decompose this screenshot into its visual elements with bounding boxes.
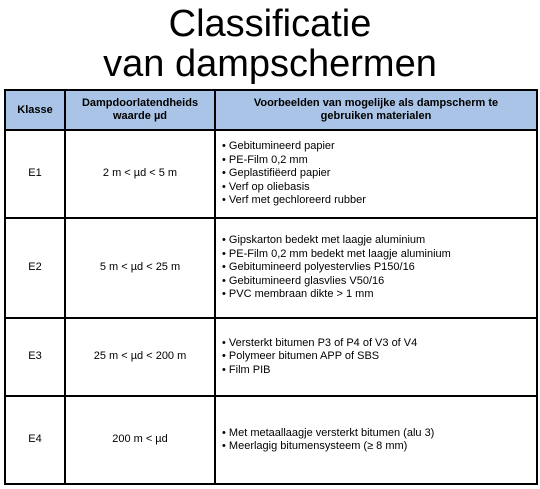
waarde-cell: 25 m < µd < 200 m	[65, 318, 215, 396]
material-item: • Gebitumineerd glasvlies V50/16	[222, 275, 535, 289]
header-klasse	[5, 90, 65, 130]
header-klasse-label: Klasse	[17, 103, 53, 116]
klasse-cell: E1	[5, 130, 65, 218]
klasse-cell: E3	[5, 318, 65, 396]
material-item: • Verf met gechloreerd rubber	[222, 194, 535, 208]
header-waarde-line-1: Dampdoorlatendheids	[81, 97, 199, 109]
material-item: • Film PIB	[222, 364, 535, 378]
table-row	[5, 218, 537, 318]
table-header-row	[5, 90, 537, 130]
material-item: • Gebitumineerd polyestervlies P150/16	[222, 261, 535, 275]
material-item: • PE-Film 0,2 mm	[222, 154, 535, 168]
material-item: • Versterkt bitumen P3 of P4 of V3 of V4	[222, 337, 535, 351]
header-materialen-line-1: Voorbeelden van mogelijke als dampscherm te	[253, 97, 499, 109]
header-materialen-line-2: gebruiken materialen	[320, 110, 432, 122]
materialen-cell	[215, 396, 537, 484]
classification-table	[4, 89, 538, 485]
material-item: • Gipskarton bedekt met laagje aluminium	[222, 234, 535, 248]
materialen-cell	[215, 218, 537, 318]
page-title-line-2: van dampschermen	[103, 43, 437, 85]
waarde-cell: 2 m < µd < 5 m	[65, 130, 215, 218]
materialen-cell	[215, 130, 537, 218]
table-row	[5, 318, 537, 396]
klasse-cell: E4	[5, 396, 65, 484]
waarde-cell: 200 m < µd	[65, 396, 215, 484]
waarde-cell: 5 m < µd < 25 m	[65, 218, 215, 318]
header-materialen	[215, 90, 537, 130]
header-waarde-line-2: waarde µd	[112, 110, 168, 122]
table-row	[5, 130, 537, 218]
material-item: • Met metaallaagje versterkt bitumen (alu 3)	[222, 427, 535, 441]
material-item: • Verf op oliebasis	[222, 181, 535, 195]
material-item: • Geplastifiëerd papier	[222, 167, 535, 181]
material-item: • PVC membraan dikte > 1 mm	[222, 288, 535, 302]
page-title-line-1: Classificatie	[168, 3, 372, 45]
klasse-cell: E2	[5, 218, 65, 318]
table-row	[5, 396, 537, 484]
material-item: • PE-Film 0,2 mm bedekt met laagje aluminium	[222, 248, 535, 262]
materialen-cell	[215, 318, 537, 396]
header-waarde	[65, 90, 215, 130]
material-item: • Gebitumineerd papier	[222, 140, 535, 154]
material-item: • Meerlagig bitumensysteem (≥ 8 mm)	[222, 440, 535, 454]
material-item: • Polymeer bitumen APP of SBS	[222, 350, 535, 364]
